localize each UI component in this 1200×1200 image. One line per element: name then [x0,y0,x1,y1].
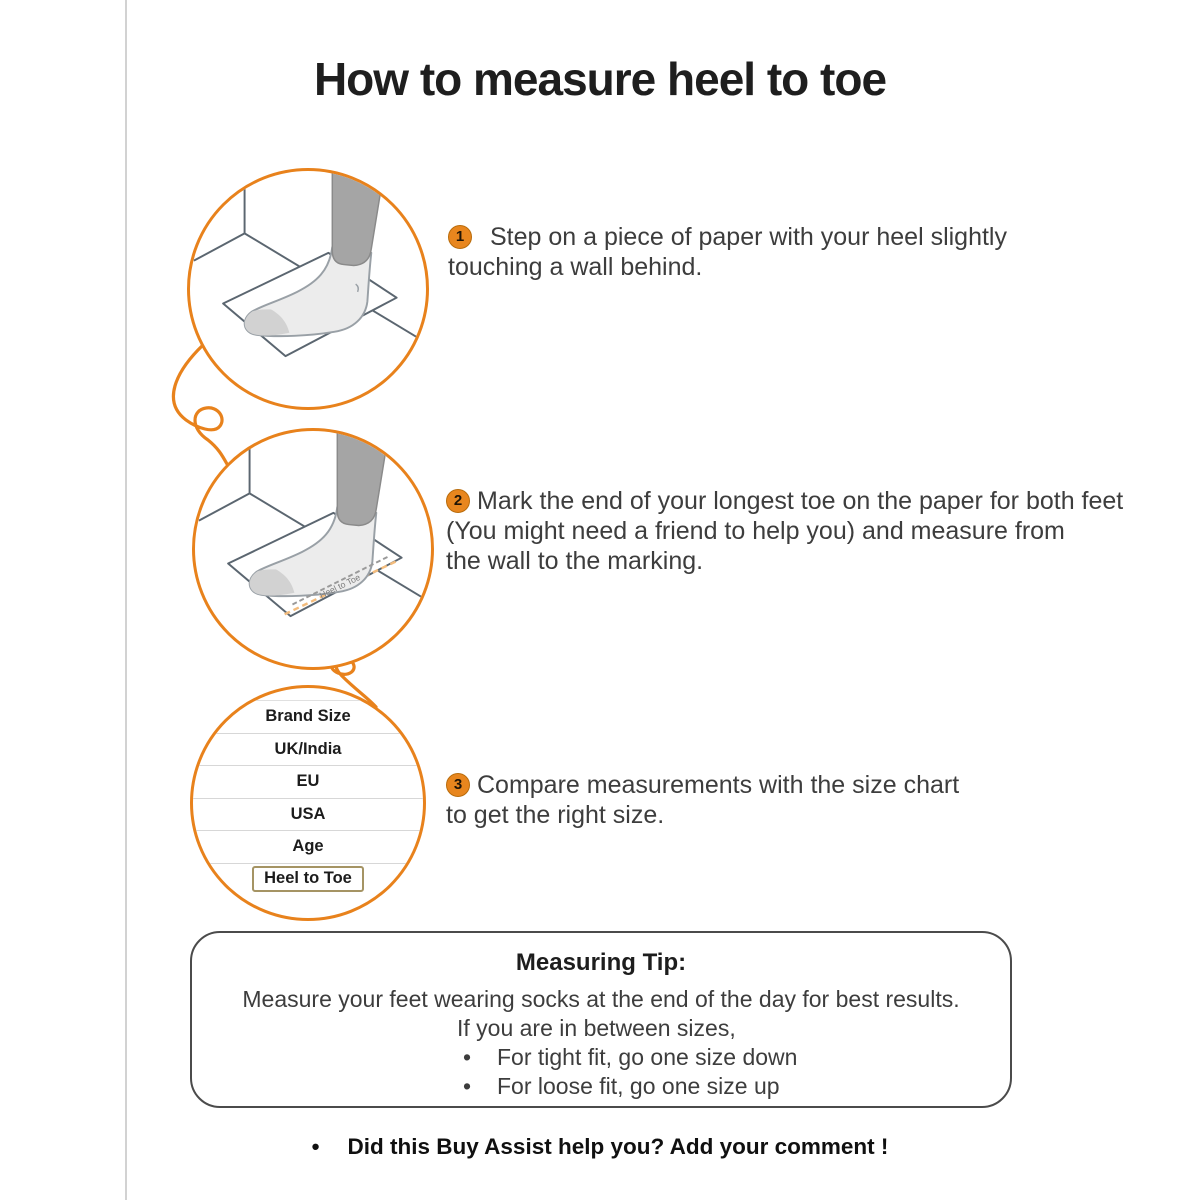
page-left-border [125,0,127,1200]
tip-bullet-item [457,1043,797,1072]
leg [337,431,390,526]
footer-text: Did this Buy Assist help you? Add your comment ! [347,1134,889,1159]
leg [332,171,385,266]
step-3-text: to get the right size. [446,801,665,829]
measure-line-label: Heel to Toe [317,572,362,601]
step-2-text: the wall to the marking. [446,547,704,575]
bullet-dot: • [463,1044,472,1070]
size-chart-circle [190,685,426,921]
illustration-circle-step2 [192,428,434,670]
step-3 [446,770,959,830]
step-2 [446,486,1123,576]
step-1-text: Step on a piece of paper with your heel slightly [490,223,1007,251]
size-chart-row-age: Age [193,830,423,863]
tip-intro: Measure your feet wearing socks at the end of the day for best results. [242,986,960,1012]
footer-note [0,1134,1200,1160]
tip-bullet-text: For tight fit, go one size down [497,1044,798,1070]
step-2-text: (You might need a friend to help you) and measure from [446,517,1065,545]
tip-between-sizes-text: If you are in between sizes, [457,1015,736,1041]
step-1-number-badge: 1 [448,225,472,249]
size-chart-row-uk-india: UK/India [193,733,423,766]
page-title: How to measure heel to toe [313,53,887,105]
step-1 [448,222,1007,282]
size-chart-row-heel-to-toe [193,863,423,896]
step-3-number-badge: 3 [446,773,470,797]
tip-bullet-item [457,1072,797,1101]
size-chart [193,700,423,895]
size-chart-row-eu: EU [193,765,423,798]
tip-bullet-text: For loose fit, go one size up [497,1073,780,1099]
foot-measure-illustration [195,431,425,661]
step-1-text: touching a wall behind. [448,253,703,281]
size-chart-row-usa: USA [193,798,423,831]
footer-bullet-dot: • [311,1134,320,1159]
measuring-tip-box [190,931,1012,1108]
step-2-number-badge: 2 [446,489,470,513]
size-chart-row-brand-size: Brand Size [193,700,423,733]
step-2-text: Mark the end of your longest toe on the paper for both feet [477,487,1124,515]
foot-on-paper-illustration [190,171,420,401]
tip-between-sizes-block [457,1014,797,1101]
illustration-circle-step1 [187,168,429,410]
tip-title: Measuring Tip: [515,949,687,976]
heel-to-toe-chip: Heel to Toe [252,866,364,892]
step-3-text: Compare measurements with the size chart [477,771,960,799]
bullet-dot: • [463,1073,472,1099]
